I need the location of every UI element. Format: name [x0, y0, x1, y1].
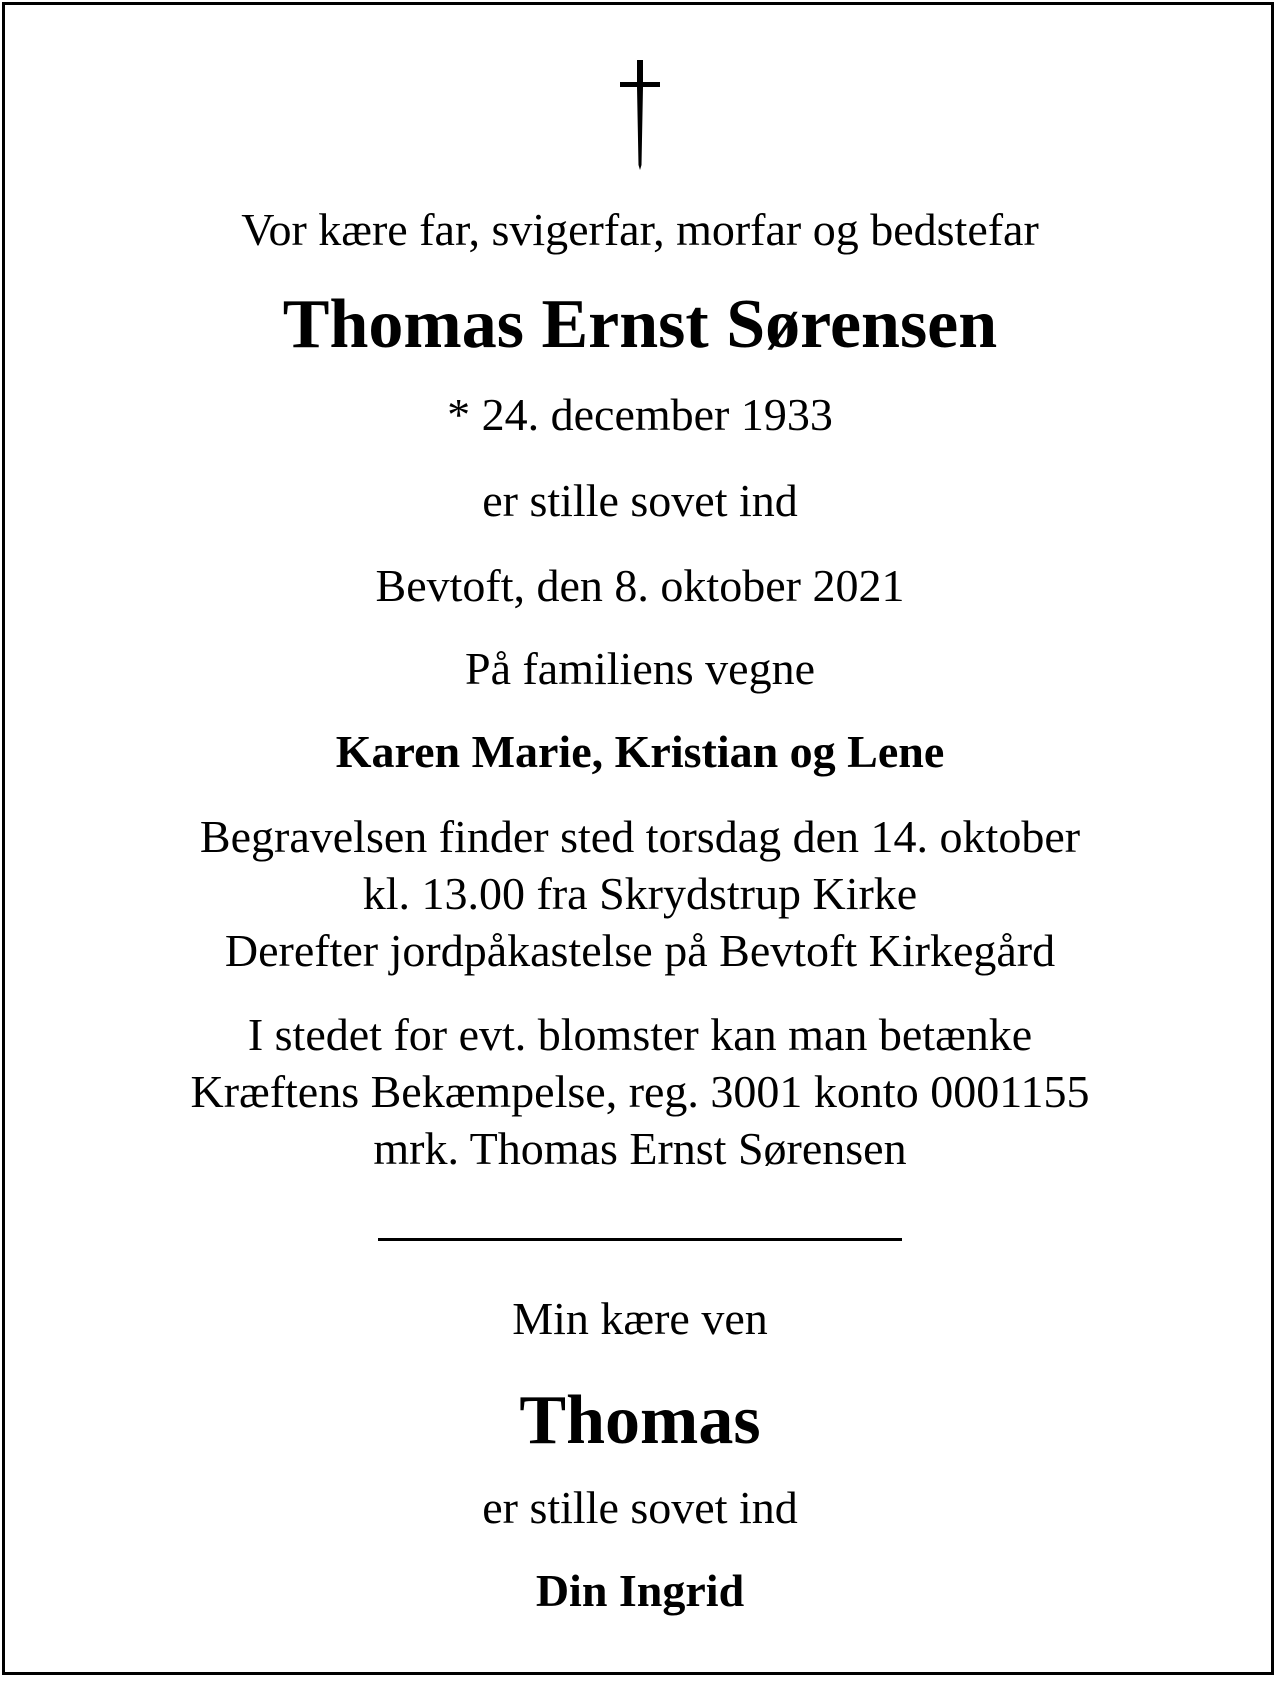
- birth-date: * 24. december 1933: [447, 389, 833, 440]
- behalf-text: På familiens vegne: [464, 643, 815, 694]
- donation-line-2: Kræftens Bekæmpelse, reg. 3001 konto 0001155: [190, 1066, 1090, 1117]
- friend-passed-text: er stille sovet ind: [482, 1482, 798, 1533]
- intro-text: Vor kære far, svigerfar, morfar og bedstefar: [241, 204, 1039, 255]
- funeral-line-3: Derefter jordpåkastelse på Bevtoft Kirkegård: [224, 925, 1056, 976]
- friend-signer: Din Ingrid: [535, 1565, 745, 1616]
- place-date: Bevtoft, den 8. oktober 2021: [375, 560, 905, 611]
- section-divider: [378, 1238, 902, 1241]
- deceased-name: Thomas Ernst Sørensen: [282, 286, 998, 363]
- donation-line-1: I stedet for evt. blomster kan man betænke: [247, 1009, 1033, 1060]
- cross-icon: [620, 60, 660, 170]
- funeral-line-2: kl. 13.00 fra Skrydstrup Kirke: [362, 868, 918, 919]
- friend-intro: Min kære ven: [512, 1293, 768, 1344]
- passed-text: er stille sovet ind: [482, 475, 798, 526]
- family-signers: Karen Marie, Kristian og Lene: [335, 726, 945, 777]
- donation-line-3: mrk. Thomas Ernst Sørensen: [373, 1123, 907, 1174]
- friend-name: Thomas: [519, 1382, 761, 1459]
- funeral-line-1: Begravelsen finder sted torsdag den 14. oktober: [199, 811, 1081, 862]
